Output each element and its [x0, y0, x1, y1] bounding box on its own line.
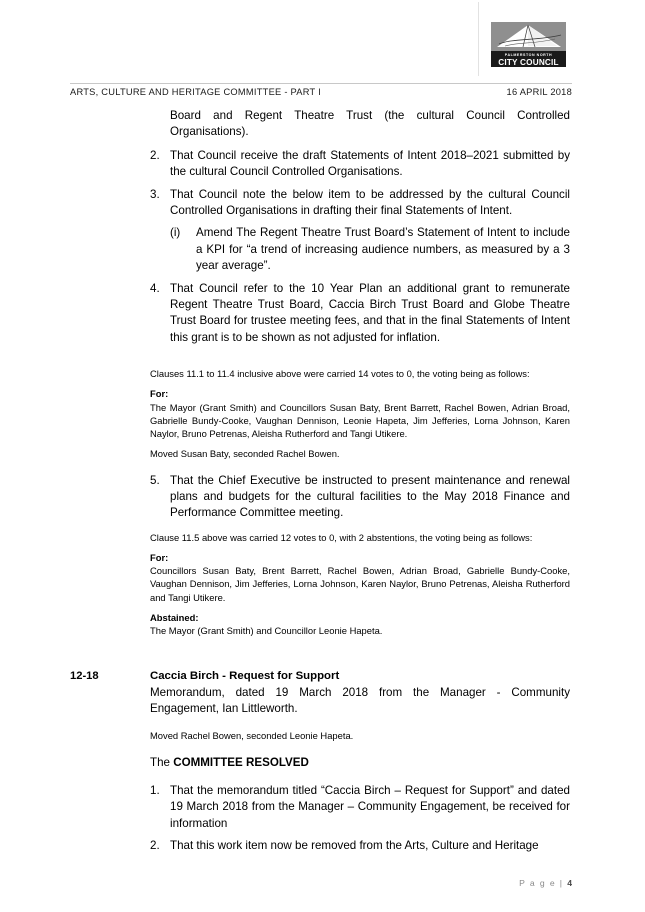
list-item-text: That the memorandum titled “Caccia Birch – Request for Support” and dated 19 March 2018 from the Manager – Community Engagement, be received for information — [170, 783, 570, 830]
header-date: 16 APRIL 2018 — [506, 87, 572, 97]
vote-summary-one: Clauses 11.1 to 11.4 inclusive above were carried 14 votes to 0, the voting being as follows: — [150, 368, 530, 380]
document-body — [70, 108, 572, 857]
moved-seconded-two: Moved Rachel Bowen, seconded Leonie Hapeta. — [150, 730, 354, 742]
list-item-number: 1. — [150, 783, 160, 797]
list-item-text: That this work item now be removed from the Arts, Culture and Heritage — [170, 839, 539, 853]
header-rule — [70, 83, 572, 84]
council-landscape-icon — [491, 22, 566, 51]
vote-for-names-one: The Mayor (Grant Smith) and Councillors Susan Baty, Brent Barrett, Rachel Bowen, Adrian Broad, Gabrielle Bundy-Cooke, Vaughan Dennison, Leonie Hapeta, Jim Jefferies, Lorna Johnson, Karen Naylor, Bruno Petrenas, Aleisha Rutherford and Tangi Utikere. — [150, 401, 570, 440]
resolved-prefix: The — [150, 755, 174, 769]
header-committee-name: ARTS, CULTURE AND HERITAGE COMMITTEE - PART I — [70, 87, 321, 97]
page-header — [70, 87, 572, 97]
vote-for-label-two: For: — [150, 551, 169, 563]
list-item-text: That Council receive the draft Statements of Intent 2018–2021 submitted by the cultural Council Controlled Organisations. — [170, 148, 570, 179]
footer-page-label: P a g e | — [519, 878, 568, 888]
list-item — [70, 281, 572, 347]
logo-divider — [478, 2, 479, 76]
logo-text-band — [491, 51, 566, 67]
list-item-text: That the Chief Executive be instructed to present maintenance and renewal plans and budgets for the cultural facilities to the May 2018 Finance and Performance Committee meeting. — [170, 473, 570, 520]
list-item — [70, 148, 572, 181]
list-item-number: 5. — [150, 473, 160, 487]
list-item-number: 3. — [150, 187, 160, 201]
minute-item-12-18 — [70, 668, 572, 717]
list-item — [70, 838, 572, 854]
minute-item-content — [150, 668, 572, 717]
minute-item-description: Memorandum, dated 19 March 2018 from the Manager - Community Engagement, Ian Littleworth. — [150, 685, 570, 715]
resolved-emphasis: COMMITTEE RESOLVED — [173, 755, 309, 769]
list-item — [70, 783, 572, 832]
vote-for-names-two: Councillors Susan Baty, Brent Barrett, Rachel Bowen, Adrian Broad, Gabrielle Bundy-Cooke, Vaughan Dennison, Jim Jefferies, Lorna Johnson, Karen Naylor, Bruno Petrenas, Aleisha Rutherford and Tangi Utikere. — [150, 565, 570, 603]
minute-item-code: 12-18 — [70, 670, 99, 683]
footer-page-number: 4 — [567, 878, 572, 888]
list-item-number: 4. — [150, 281, 160, 295]
vote-abstained-label: Abstained: — [150, 611, 199, 623]
list-item — [70, 187, 572, 220]
moved-seconded-one: Moved Susan Baty, seconded Rachel Bowen. — [150, 448, 340, 460]
page-footer — [70, 878, 572, 888]
vote-summary-two: Clause 11.5 above was carried 12 votes to 0, with 2 abstentions, the voting being as follows: — [150, 531, 533, 543]
list-item-text: That Council refer to the 10 Year Plan an additional grant to remunerate Regent Theatre Trust Board, Caccia Birch Trust Board and Globe Theatre Trust Board for trustee meeting fees, and that in the final Statements of Intent this grant is to be shown as not adjusted for inflation. — [170, 281, 570, 344]
carryover-paragraph: Board and Regent Theatre Trust (the cultural Council Controlled Organisations). — [170, 109, 570, 139]
committee-resolved-heading — [150, 755, 572, 771]
sub-list-item-text: Amend The Regent Theatre Trust Board’s Statement of Intent to include a KPI for “a trend of increasing audience numbers, as measured by a 3 year average”. — [196, 226, 570, 273]
sub-list-item — [70, 225, 572, 274]
sub-list-item-number: (i) — [170, 226, 181, 240]
list-item-number: 2. — [150, 148, 160, 162]
minute-item-title: Caccia Birch - Request for Support — [150, 670, 340, 683]
logo-line-one: PALMERSTON NORTH — [504, 53, 553, 57]
list-item-text: That Council note the below item to be addressed by the cultural Council Controlled Organisations in drafting their final Statements of Intent. — [170, 187, 570, 218]
palmerston-north-city-council-logo — [491, 22, 566, 67]
vote-for-label-one: For: — [150, 388, 169, 400]
list-item — [70, 473, 572, 522]
vote-abstained-names: The Mayor (Grant Smith) and Councillor Leonie Hapeta. — [150, 624, 383, 636]
logo-line-two: CITY COUNCIL — [498, 58, 559, 67]
list-item-number: 2. — [150, 839, 160, 853]
